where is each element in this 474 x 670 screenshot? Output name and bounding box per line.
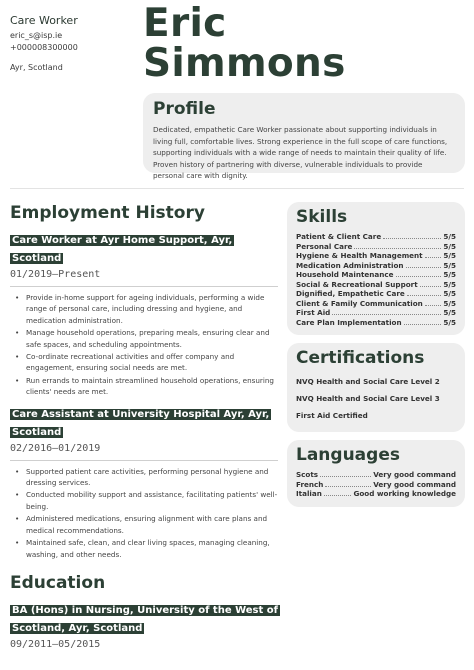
skill-label: Household Maintenance bbox=[296, 270, 394, 279]
job-bullets bbox=[10, 292, 278, 398]
skill-row bbox=[296, 270, 456, 280]
skill-row bbox=[296, 299, 456, 309]
skill-leader bbox=[420, 286, 442, 287]
languages-card bbox=[287, 440, 465, 507]
education-list bbox=[10, 600, 278, 656]
certification-item: NVQ Health and Social Care Level 2 bbox=[296, 377, 440, 386]
job-title-wrap bbox=[10, 404, 278, 440]
skills-list bbox=[296, 232, 456, 327]
job-entry bbox=[10, 404, 278, 560]
job-bullet: • Co-ordinate recreational activities and offer company and engagement, ensuring social needs are met. bbox=[10, 351, 278, 374]
skill-label: Social & Recreational Support bbox=[296, 279, 418, 289]
skill-row bbox=[296, 318, 456, 328]
skill-leader bbox=[406, 267, 442, 268]
skill-level: 5/5 bbox=[443, 289, 456, 298]
profile-heading: Profile bbox=[153, 99, 216, 119]
language-label: Italian bbox=[296, 489, 322, 498]
job-bullet: • Supported patient care activities, performing personal hygiene and dressing services. bbox=[10, 466, 278, 489]
language-label: Scots bbox=[296, 470, 319, 479]
job-title-wrap bbox=[10, 230, 278, 266]
contact-phone[interactable]: +000008300000 bbox=[10, 43, 78, 52]
education-title-wrap bbox=[10, 600, 278, 636]
languages-list bbox=[296, 470, 456, 499]
skill-level: 5/5 bbox=[443, 279, 456, 289]
job-entry bbox=[10, 230, 278, 398]
language-level: Very good command bbox=[373, 479, 456, 489]
skill-label: Hygiene & Health Management bbox=[296, 251, 423, 260]
skill-label: Care Plan Implementation bbox=[296, 317, 402, 327]
education-heading: Education bbox=[10, 572, 106, 593]
skill-leader bbox=[332, 314, 441, 315]
skill-level: 5/5 bbox=[443, 270, 456, 279]
job-title: Care Assistant at University Hospital Ayr, Ayr, Scotland bbox=[12, 408, 270, 438]
education-title: BA (Hons) in Nursing, University of the West of Scotland, Ayr, Scotland bbox=[12, 604, 278, 634]
skill-leader bbox=[383, 238, 441, 239]
job-bullet: • Run errands to maintain streamlined household operations, ensuring clients' needs are met. bbox=[10, 375, 278, 398]
job-dates: 02/2016—01/2019 bbox=[10, 442, 278, 461]
skill-leader bbox=[407, 295, 442, 296]
profile-text: Dedicated, empathetic Care Worker passionate about supporting individuals in living full, comfortable lives. Strong experience in the full scope of care functions, supporting individuals with a wide range of needs to maintain their quality of life. Proven history of partnering with diverse, vulnerable individuals to provide personal care with dignity. bbox=[153, 125, 448, 181]
job-bullet: • Manage household operations, preparing meals, ensuring clear and safe spaces, and scheduling appointments. bbox=[10, 327, 278, 350]
education-entry bbox=[10, 600, 278, 656]
language-leader bbox=[325, 486, 371, 487]
language-label: French bbox=[296, 479, 324, 489]
skill-leader bbox=[404, 324, 442, 325]
education-section bbox=[10, 572, 278, 656]
skill-level: 5/5 bbox=[443, 232, 456, 241]
skill-label: Personal Care bbox=[296, 241, 353, 251]
sidebar-column bbox=[287, 202, 465, 515]
certifications-list bbox=[296, 373, 456, 424]
skill-level: 5/5 bbox=[443, 251, 456, 260]
skill-leader bbox=[425, 257, 442, 258]
skill-leader bbox=[425, 305, 442, 306]
skill-row bbox=[296, 289, 456, 299]
first-name: Eric bbox=[143, 1, 227, 46]
skill-row bbox=[296, 251, 456, 261]
language-row bbox=[296, 489, 456, 499]
job-title: Care Worker at Ayr Home Support, Ayr, Scotland bbox=[12, 235, 233, 264]
job-dates: 01/2019—Present bbox=[10, 268, 278, 287]
header-divider bbox=[10, 188, 464, 189]
skill-level: 5/5 bbox=[443, 298, 456, 308]
skill-level: 5/5 bbox=[443, 308, 456, 317]
skills-card bbox=[287, 202, 465, 335]
candidate-name bbox=[143, 1, 346, 86]
skill-leader bbox=[354, 248, 441, 249]
language-row bbox=[296, 480, 456, 490]
skill-leader bbox=[396, 276, 442, 277]
language-level: Very good command bbox=[373, 470, 456, 479]
language-row bbox=[296, 470, 456, 480]
contact-address: Ayr, Scotland bbox=[10, 63, 63, 72]
contact-job-title: Care Worker bbox=[10, 14, 78, 27]
contact-email[interactable]: eric_s@isp.ie bbox=[10, 31, 63, 40]
skill-row bbox=[296, 232, 456, 242]
skills-heading: Skills bbox=[296, 207, 348, 227]
certification-item: NVQ Health and Social Care Level 3 bbox=[296, 394, 440, 403]
job-bullets bbox=[10, 466, 278, 560]
main-column bbox=[10, 202, 278, 662]
skill-row bbox=[296, 308, 456, 318]
skill-level: 5/5 bbox=[443, 260, 456, 270]
skill-row bbox=[296, 280, 456, 290]
skill-label: First Aid bbox=[296, 308, 331, 317]
job-bullet: • Conducted mobility support and assistance, facilitating patients' well-being. bbox=[10, 489, 278, 512]
skill-level: 5/5 bbox=[443, 317, 456, 327]
last-name: Simmons bbox=[143, 41, 346, 86]
skill-label: Medication Administration bbox=[296, 260, 404, 270]
job-bullet: • Provide in-home support for ageing individuals, performing a wide range of personal care, including dressing and hygiene, and medication administration. bbox=[10, 292, 278, 326]
language-leader bbox=[324, 495, 352, 496]
certifications-heading: Certifications bbox=[296, 348, 425, 368]
skill-row bbox=[296, 261, 456, 271]
skill-row bbox=[296, 242, 456, 252]
employment-heading: Employment History bbox=[10, 203, 205, 223]
skill-label: Patient & Client Care bbox=[296, 232, 382, 241]
skill-label: Dignified, Empathetic Care bbox=[296, 289, 405, 298]
job-bullet: • Maintained safe, clean, and clear living spaces, managing cleaning, washing, and other needs. bbox=[10, 537, 278, 560]
skill-label: Client & Family Communication bbox=[296, 298, 423, 308]
certifications-card bbox=[287, 343, 465, 432]
language-leader bbox=[320, 476, 371, 477]
language-level: Good working knowledge bbox=[353, 489, 456, 498]
employment-list bbox=[10, 230, 278, 560]
job-bullet: • Administered medications, ensuring alignment with care plans and medical recommendations. bbox=[10, 513, 278, 536]
profile-section bbox=[143, 93, 465, 181]
certification-item: First Aid Certified bbox=[296, 411, 368, 420]
skill-level: 5/5 bbox=[443, 241, 456, 251]
contact-block bbox=[10, 14, 135, 72]
education-dates: 09/2011—05/2015 bbox=[10, 638, 101, 650]
languages-heading: Languages bbox=[296, 445, 400, 465]
